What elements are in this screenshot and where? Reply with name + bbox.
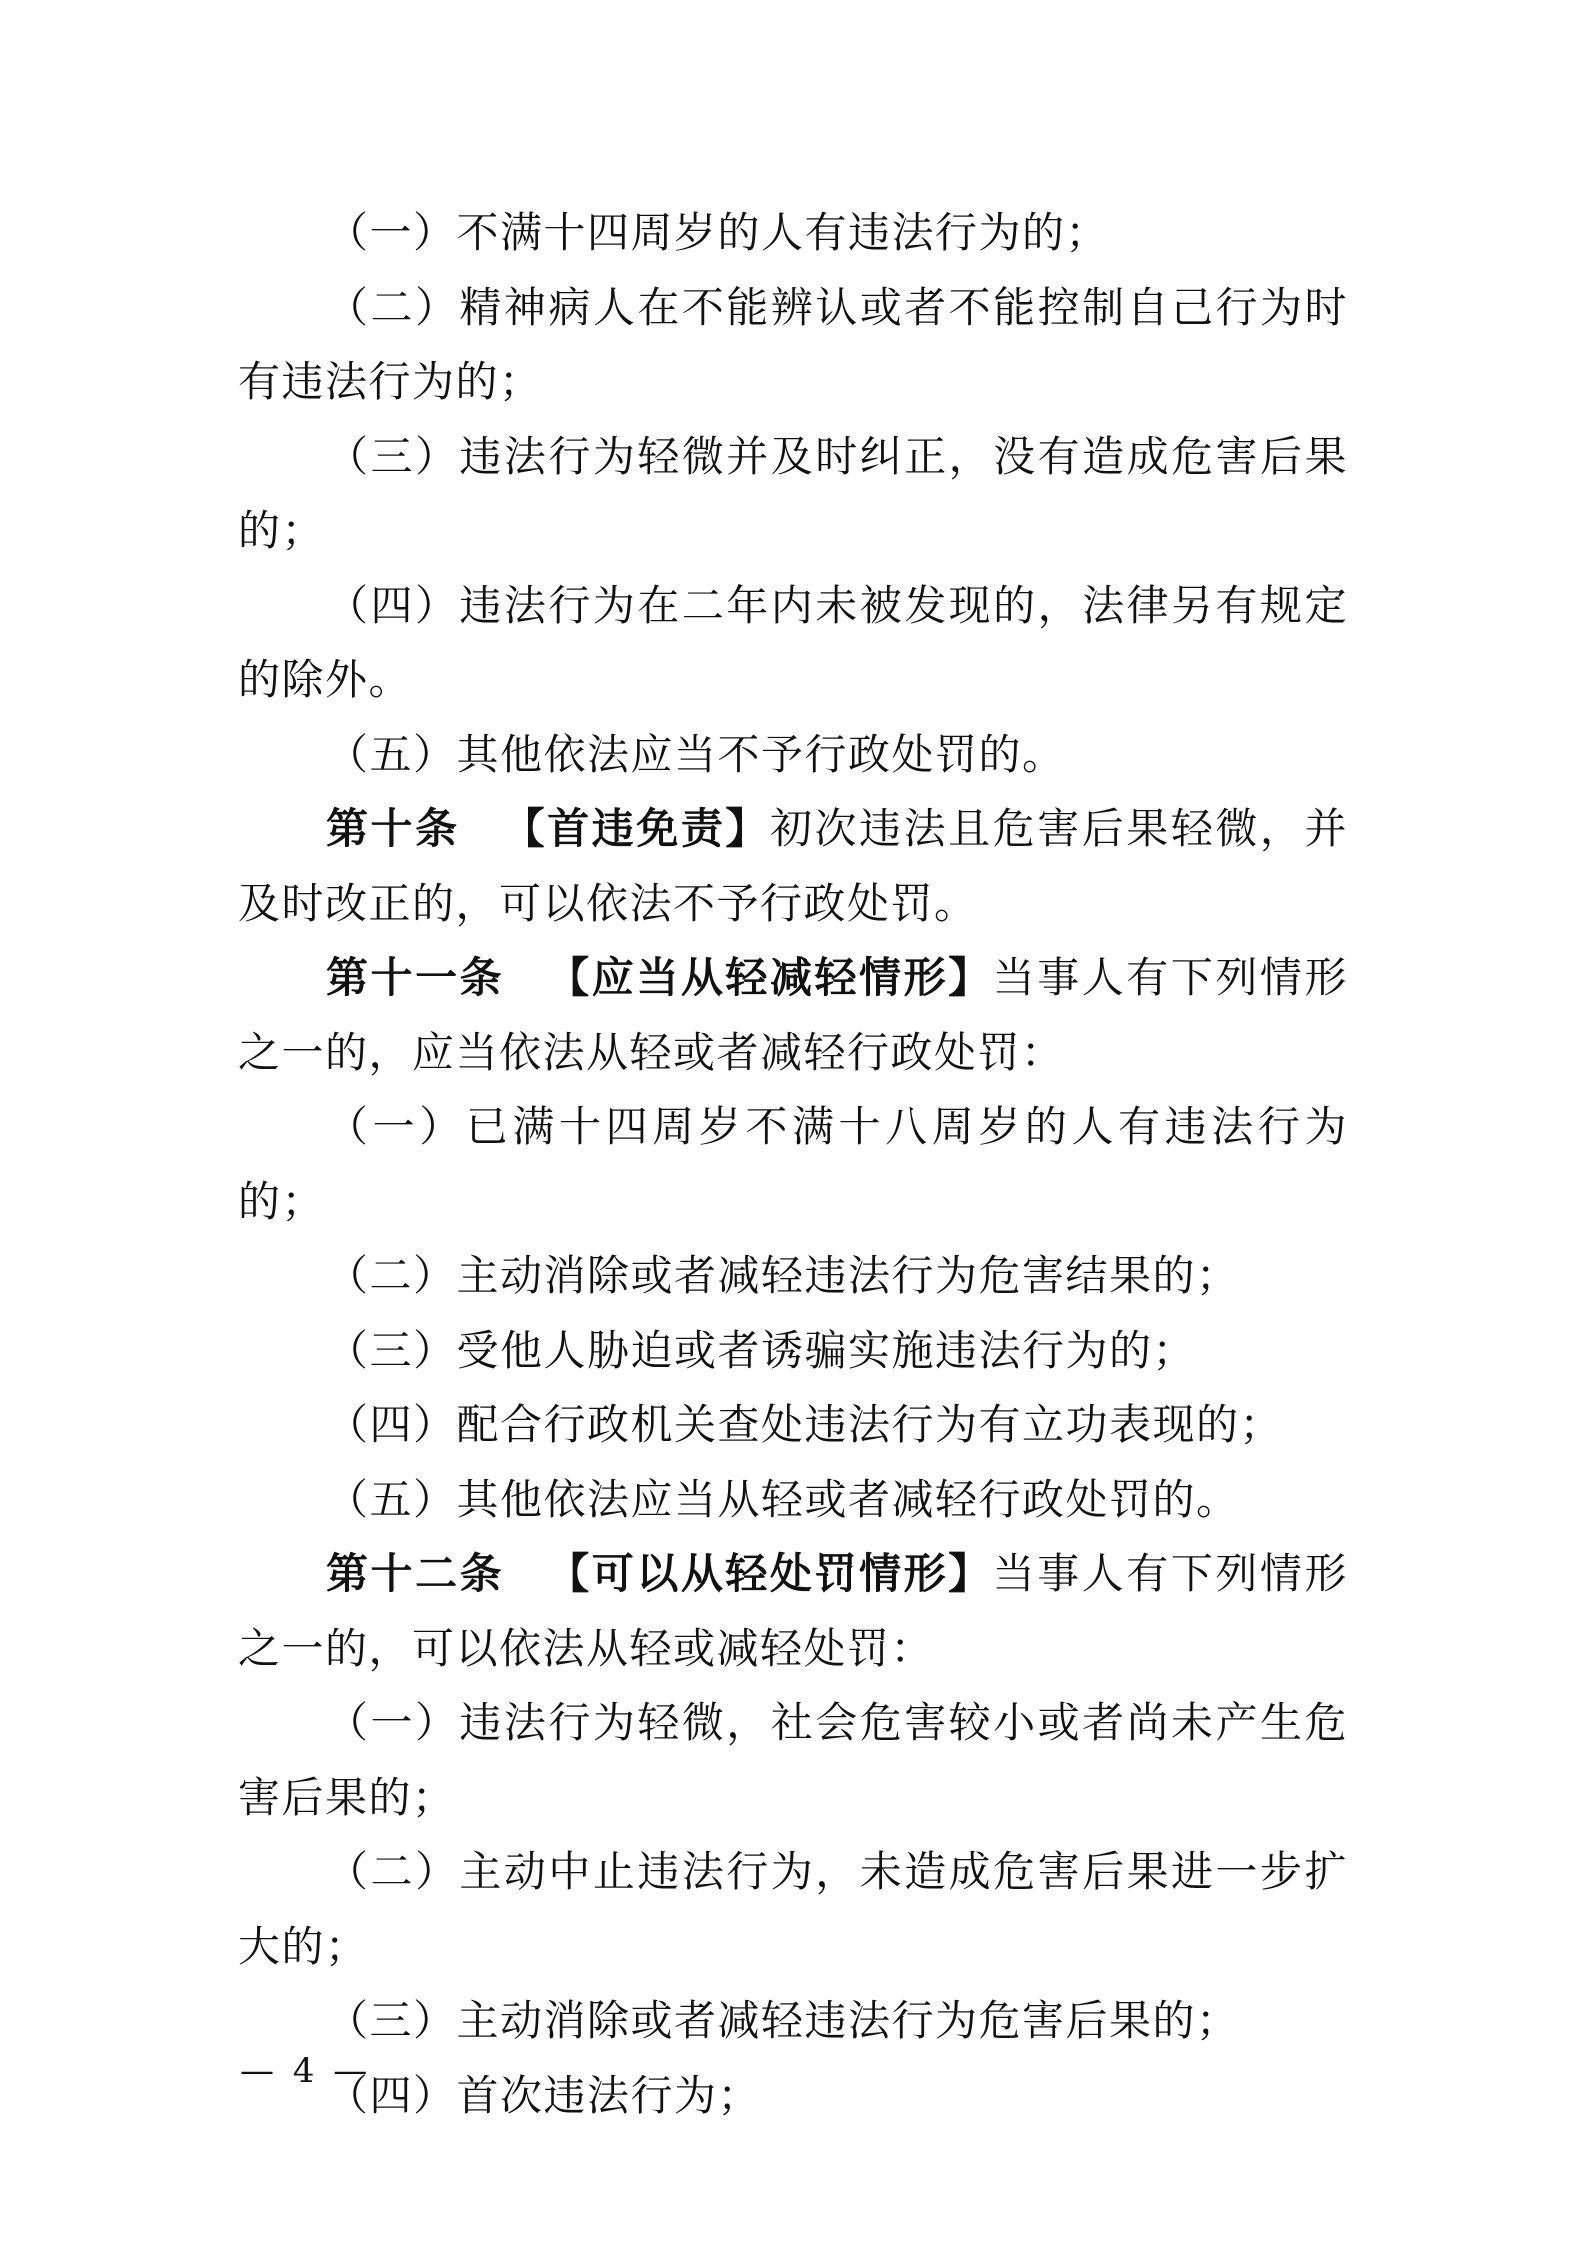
clause-item: （四）首次违法行为； <box>326 2070 762 2120</box>
clause-item: （一）不满十四周岁的人有违法行为的； <box>326 208 1110 257</box>
article-body: 当事人有下列情形之一的，可以依法从轻或减轻处罚： <box>238 1549 1348 1673</box>
article-number: 第十二条 <box>326 1549 505 1598</box>
clause-item: （一）违法行为轻微，社会危害较小或者尚未产生危害后果的； <box>238 1698 1348 1822</box>
clause-item: （二）主动消除或者减轻违法行为危害结果的； <box>326 1251 1240 1300</box>
clause-item: （五）其他依法应当不予行政处罚的。 <box>326 729 1066 779</box>
document-body <box>238 196 1348 2133</box>
article-11 <box>238 941 1348 1090</box>
clause-item: （四）配合行政机关查处违法行为有立功表现的； <box>326 1400 1284 1449</box>
article-title: 【可以从轻处罚情形】 <box>546 1549 993 1598</box>
article-body: 初次违法且危害后果轻微，并及时改正的，可以依法不予行政处罚。 <box>238 804 1348 928</box>
clause-item: （五）其他依法应当从轻或者减轻行政处罚的。 <box>326 1474 1240 1524</box>
article-title: 【首违免责】 <box>501 804 770 853</box>
clause-item: （三）主动消除或者减轻违法行为危害后果的； <box>326 1996 1240 2045</box>
clause-item: （一）已满十四周岁不满十八周岁的人有违法行为的； <box>238 1102 1348 1226</box>
clause-item: （四）违法行为在二年内未被发现的，法律另有规定的除外。 <box>238 580 1348 704</box>
clause-item: （二）精神病人在不能辨认或者不能控制自己行为时有违法行为的； <box>238 282 1348 406</box>
article-number: 第十条 <box>326 804 460 853</box>
article-number: 第十一条 <box>326 953 505 1002</box>
article-body: 当事人有下列情形之一的，应当依法从轻或者减轻行政处罚： <box>238 953 1348 1077</box>
clause-item: （三）违法行为轻微并及时纠正，没有造成危害后果的； <box>238 431 1348 555</box>
clause-item: （二）主动中止违法行为，未造成危害后果进一步扩大的； <box>238 1847 1348 1971</box>
article-10 <box>238 792 1348 941</box>
article-title: 【应当从轻减轻情形】 <box>546 953 993 1002</box>
article-12 <box>238 1537 1348 1686</box>
page-number: — 4 — <box>240 2051 372 2091</box>
clause-item: （三）受他人胁迫或者诱骗实施违法行为的； <box>326 1325 1197 1375</box>
